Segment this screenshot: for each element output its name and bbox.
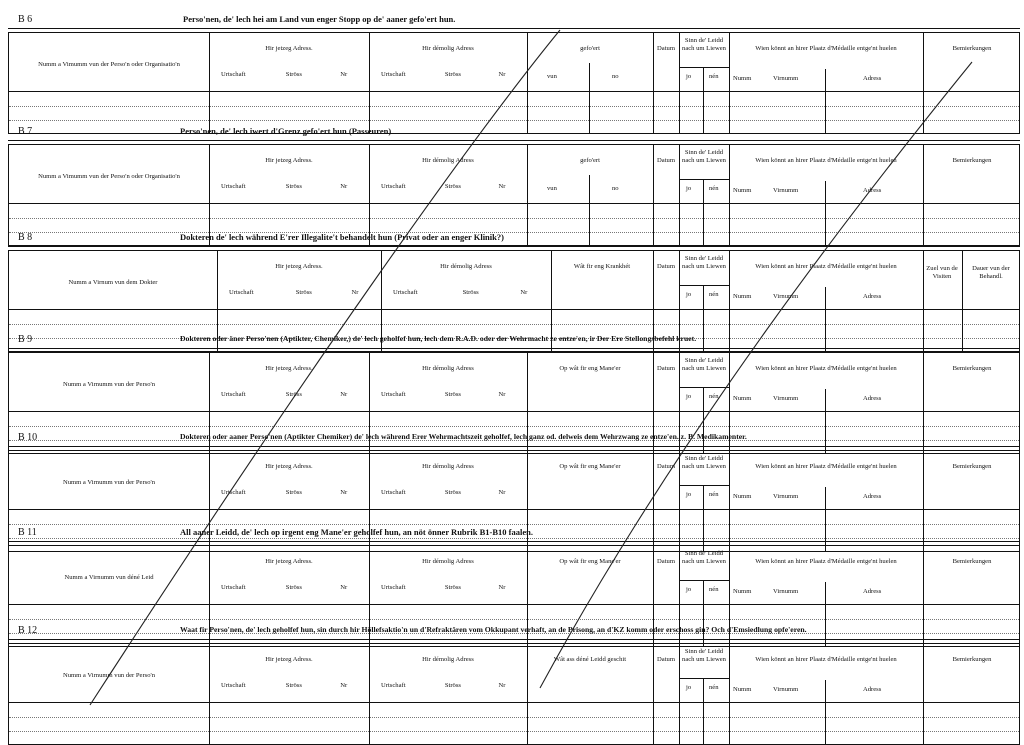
medal-divider [825, 582, 826, 606]
alive-divider [703, 580, 704, 606]
street-subheader: Ströss [285, 183, 302, 190]
no-subheader: nén [709, 291, 719, 298]
column-divider [679, 703, 680, 744]
medal-name-subheader: Numm [733, 395, 752, 402]
column-divider [729, 451, 730, 509]
column-divider [962, 251, 963, 309]
column-divider [653, 451, 654, 509]
column-divider [653, 703, 654, 744]
column-divider [369, 451, 370, 509]
section-header [8, 144, 1020, 204]
column-divider [923, 644, 924, 702]
medal-divider [825, 389, 826, 413]
row-divider [679, 285, 729, 286]
medal-header: Wien könnt an hirer Plaatz d'Médaille entge'nt huelen [755, 558, 897, 565]
medal-firstname-subheader: Virnumm [773, 493, 799, 500]
number-subheader: Nr [498, 489, 506, 496]
entry-line[interactable] [9, 218, 1019, 219]
section-header [8, 352, 1020, 412]
section-entry-area[interactable] [8, 703, 1020, 745]
to-subheader: no [612, 73, 619, 80]
town-subheader: Urtschaft [381, 682, 406, 689]
town-subheader: Urtschaft [393, 289, 418, 296]
former-address-header: Hir démolig Adress [422, 45, 474, 52]
column-divider [679, 451, 680, 509]
section-top-rule [8, 541, 1020, 542]
street-subheader: Ströss [285, 489, 302, 496]
street-subheader: Ströss [285, 584, 302, 591]
medal-header: Wien könnt an hirer Plaatz d'Médaille entge'nt huelen [755, 263, 897, 270]
date-header: Datum [657, 656, 675, 663]
medal-name-subheader: Numm [733, 75, 752, 82]
section-title: All aaner Leidd, de' lech op irgent eng Mane'er geholfef hun, an nöt önner Rubrik B1-B10 faalen. [180, 527, 534, 537]
column-divider [369, 644, 370, 702]
date-header: Datum [657, 558, 675, 565]
section-b7 [8, 126, 1020, 246]
to-subheader: no [612, 185, 619, 192]
column-divider [209, 353, 210, 411]
section-top-rule [8, 446, 1020, 447]
column-divider [729, 353, 730, 411]
middle-column-header: Wât ass déné Leidd geschit [553, 656, 627, 663]
alive-header: Sinn de' Leidd nach um Liewen [682, 550, 726, 565]
name-column-header: Numm a Virnumm vun déné Leid [64, 574, 154, 581]
current-address-header: Hir jetzeg Adress. [265, 558, 313, 565]
number-subheader: Nr [520, 289, 528, 296]
column-divider [729, 703, 730, 744]
row-divider [679, 678, 729, 679]
street-subheader: Ströss [444, 391, 461, 398]
date-header: Datum [657, 463, 675, 470]
medal-name-subheader: Numm [733, 493, 752, 500]
column-divider [679, 33, 680, 91]
column-divider [825, 703, 826, 744]
medal-name-subheader: Numm [733, 293, 752, 300]
column-divider [679, 353, 680, 411]
current-address-header: Hir jetzeg Adress. [265, 157, 313, 164]
column-divider [923, 451, 924, 509]
section-header [8, 250, 1020, 310]
column-divider [653, 353, 654, 411]
middle-column-header: Op wât fir eng Mane'er [559, 558, 621, 565]
section-b6 [8, 14, 1020, 134]
alive-header: Sinn de' Leidd nach um Liewen [682, 648, 726, 663]
medal-header: Wien könnt an hirer Plaatz d'Médaille entge'nt huelen [755, 463, 897, 470]
medal-firstname-subheader: Virnumm [773, 686, 799, 693]
town-subheader: Urtschaft [221, 71, 246, 78]
column-divider [923, 33, 924, 91]
town-subheader: Urtschaft [381, 183, 406, 190]
section-header [8, 643, 1020, 703]
former-address-header: Hir démolig Adress [440, 263, 492, 270]
entry-line[interactable] [9, 717, 1019, 718]
section-title: Dokteren de' lech während E'rer Illegalite't behandelt hun (Privat oder an enger Klinik?) [180, 232, 504, 242]
medal-divider [825, 680, 826, 704]
medal-name-subheader: Numm [733, 588, 752, 595]
row-divider [679, 580, 729, 581]
section-top-rule [8, 639, 1020, 640]
alive-header: Sinn de' Leidd nach um Liewen [682, 255, 726, 270]
alive-divider [703, 678, 704, 704]
street-subheader: Ströss [444, 183, 461, 190]
column-divider [369, 145, 370, 203]
column-divider [653, 145, 654, 203]
name-column-header: Numm a Virnum vun dem Dokter [68, 279, 158, 286]
street-subheader: Ströss [295, 289, 312, 296]
name-column-header: Numm a Virnumm vun der Perso'n [62, 672, 156, 679]
entry-line[interactable] [9, 426, 1019, 427]
column-divider [527, 451, 528, 509]
no-subheader: nén [709, 684, 719, 691]
former-address-header: Hir démolig Adress [422, 656, 474, 663]
medal-firstname-subheader: Virnumm [773, 395, 799, 402]
section-title: Perso'nen, de' lech hei am Land vun enger Stopp op de' aaner gefo'ert hun. [183, 14, 456, 24]
number-subheader: Nr [340, 489, 348, 496]
section-title: Dokteren oder aaner Perso'nen (Aptikter Chemiker) de' lech während Erer Wehrmachtszeit geholfef, lech ganz od. delweis dem Wehrzwang ze entze'en. z. B. Medikamenter. [180, 432, 747, 441]
former-address-header: Hir démolig Adress [422, 558, 474, 565]
current-address-header: Hir jetzeg Adress. [265, 365, 313, 372]
column-divider [527, 546, 528, 604]
street-subheader: Ströss [285, 391, 302, 398]
section-header [8, 545, 1020, 605]
alive-divider [703, 179, 704, 205]
medal-address-subheader: Adress [863, 588, 882, 595]
entry-line[interactable] [9, 324, 1019, 325]
yes-subheader: jo [686, 73, 692, 80]
number-subheader: Nr [498, 183, 506, 190]
middle-column-header: Op wât fir eng Mane'er [559, 463, 621, 470]
remarks-header: Bemierkungen [952, 656, 992, 663]
no-subheader: nén [709, 73, 719, 80]
medal-name-subheader: Numm [733, 187, 752, 194]
column-divider [209, 145, 210, 203]
alive-divider [703, 387, 704, 413]
remarks-header: Bemierkungen [952, 45, 992, 52]
duration-header: Dauer vun der Behandl. [972, 265, 1010, 280]
alive-divider [703, 67, 704, 93]
column-divider [703, 703, 704, 744]
medal-divider [825, 487, 826, 511]
town-subheader: Urtschaft [221, 183, 246, 190]
town-subheader: Urtschaft [221, 391, 246, 398]
row-divider [679, 485, 729, 486]
middle-column-header: Op wât fir eng Mane'er [559, 365, 621, 372]
date-header: Datum [657, 365, 675, 372]
number-subheader: Nr [498, 71, 506, 78]
alive-header: Sinn de' Leidd nach um Liewen [682, 149, 726, 164]
yes-subheader: jo [686, 185, 692, 192]
vun-no-divider [589, 63, 590, 93]
street-subheader: Ströss [444, 489, 461, 496]
column-divider [679, 546, 680, 604]
number-subheader: Nr [498, 391, 506, 398]
town-subheader: Urtschaft [381, 489, 406, 496]
column-divider [923, 145, 924, 203]
from-subheader: vun [547, 73, 557, 80]
column-divider [209, 644, 210, 702]
column-divider [679, 644, 680, 702]
vun-no-divider [589, 175, 590, 205]
town-subheader: Urtschaft [381, 584, 406, 591]
yes-subheader: jo [686, 393, 692, 400]
section-b12 [8, 625, 1020, 745]
column-divider [209, 451, 210, 509]
medal-header: Wien könnt an hirer Plaatz d'Médaille entge'nt huelen [755, 157, 897, 164]
former-address-header: Hir démolig Adress [422, 157, 474, 164]
column-divider [527, 33, 528, 91]
column-divider [209, 703, 210, 744]
section-top-rule [8, 140, 1020, 141]
alive-header: Sinn de' Leidd nach um Liewen [682, 357, 726, 372]
name-column-header: Numm a Vimumm vun der Perso'n oder Organisatio'n [38, 61, 180, 68]
row-divider [679, 387, 729, 388]
column-divider [369, 33, 370, 91]
column-divider [729, 644, 730, 702]
section-title: Dokteren oder äner Perso'nen (Aptikter, Chemiker,) de' lech geholfef hun, lech dem R.A.D. oder der Wehrmacht ze entze'en, ir Der Ere Stellongsbefehl kruet. [180, 334, 697, 343]
section-code: B 11 [18, 527, 37, 538]
alive-header: Sinn de' Leidd nach um Liewen [682, 455, 726, 470]
section-code: B 9 [18, 334, 33, 345]
town-subheader: Urtschaft [221, 489, 246, 496]
alive-header: Sinn de' Leidd nach um Liewen [682, 37, 726, 52]
medal-firstname-subheader: Virnumm [773, 75, 799, 82]
name-column-header: Numm a Virnumm vun der Perso'n [62, 381, 156, 388]
section-code: B 12 [18, 625, 38, 636]
alive-divider [703, 485, 704, 511]
column-divider [729, 33, 730, 91]
section-top-rule [8, 28, 1020, 29]
section-code: B 8 [18, 232, 33, 243]
column-divider [209, 33, 210, 91]
street-subheader: Ströss [285, 682, 302, 689]
town-subheader: Urtschaft [381, 391, 406, 398]
column-divider [369, 546, 370, 604]
medal-header: Wien könnt an hirer Plaatz d'Médaille entge'nt huelen [755, 656, 897, 663]
street-subheader: Ströss [285, 71, 302, 78]
column-divider [679, 251, 680, 309]
section-title: Perso'nen, de' lech iwert d'Grenz gefo'ert hun (Passeuren) [180, 126, 392, 136]
from-subheader: vun [547, 185, 557, 192]
medal-divider [825, 287, 826, 311]
section-header [8, 450, 1020, 510]
section-header [8, 32, 1020, 92]
street-subheader: Ströss [444, 71, 461, 78]
column-divider [923, 703, 924, 744]
medal-divider [825, 69, 826, 93]
visits-header: Zuel vun de Visiten [926, 265, 958, 280]
alive-divider [703, 285, 704, 311]
column-divider [369, 703, 370, 744]
medal-header: Wien könnt an hirer Plaatz d'Médaille entge'nt huelen [755, 365, 897, 372]
column-divider [551, 251, 552, 309]
medal-address-subheader: Adress [863, 493, 882, 500]
entry-line[interactable] [9, 524, 1019, 525]
date-header: Datum [657, 263, 675, 270]
column-divider [369, 353, 370, 411]
column-divider [217, 251, 218, 309]
name-column-header: Numm a Vimumm vun der Perso'n oder Organisatio'n [38, 173, 180, 180]
section-top-rule [8, 246, 1020, 247]
street-subheader: Ströss [444, 584, 461, 591]
number-subheader: Nr [498, 584, 506, 591]
yes-subheader: jo [686, 684, 692, 691]
remarks-header: Bemierkungen [952, 365, 992, 372]
column-divider [653, 644, 654, 702]
column-divider [653, 251, 654, 309]
town-subheader: Urtschaft [221, 682, 246, 689]
medal-name-subheader: Numm [733, 686, 752, 693]
column-divider [209, 546, 210, 604]
medal-address-subheader: Adress [863, 187, 882, 194]
medal-address-subheader: Adress [863, 686, 882, 693]
transported-header: gefo'ert [580, 45, 600, 52]
number-subheader: Nr [351, 289, 359, 296]
entry-line[interactable] [9, 106, 1019, 107]
number-subheader: Nr [340, 391, 348, 398]
medal-address-subheader: Adress [863, 293, 882, 300]
column-divider [923, 353, 924, 411]
yes-subheader: jo [686, 291, 692, 298]
number-subheader: Nr [340, 682, 348, 689]
medal-divider [825, 181, 826, 205]
town-subheader: Urtschaft [229, 289, 254, 296]
medal-address-subheader: Adress [863, 395, 882, 402]
remarks-header: Bemierkungen [952, 157, 992, 164]
transported-header: gefo'ert [580, 157, 600, 164]
column-divider [653, 33, 654, 91]
column-divider [381, 251, 382, 309]
middle-column-header: Wât fir eng Krankhét [573, 263, 631, 270]
town-subheader: Urtschaft [221, 584, 246, 591]
former-address-header: Hir démolig Adress [422, 365, 474, 372]
street-subheader: Ströss [462, 289, 479, 296]
no-subheader: nén [709, 185, 719, 192]
section-title: Waat fir Perso'nen, de' lech geholfef hun, sin durch hir Höllefsaktio'n un d'Refraktären vom Okkupant verhaft, an de Prisong, an d'KZ komm oder erschoss gin? Och d'Emsiedlung opfe'eren. [180, 625, 807, 634]
section-code: B 10 [18, 432, 38, 443]
date-header: Datum [657, 157, 675, 164]
remarks-header: Bemierkungen [952, 463, 992, 470]
column-divider [527, 353, 528, 411]
medal-firstname-subheader: Virnumm [773, 293, 799, 300]
yes-subheader: jo [686, 586, 692, 593]
remarks-header: Bemierkungen [952, 558, 992, 565]
column-divider [527, 644, 528, 702]
section-code: B 6 [18, 14, 33, 25]
medal-header: Wien könnt an hirer Plaatz d'Médaille entge'nt huelen [755, 45, 897, 52]
no-subheader: nén [709, 491, 719, 498]
town-subheader: Urtschaft [381, 71, 406, 78]
no-subheader: nén [709, 586, 719, 593]
no-subheader: nén [709, 393, 719, 400]
entry-line[interactable] [9, 731, 1019, 732]
column-divider [729, 251, 730, 309]
name-column-header: Numm a Virnumm vun der Perso'n [62, 479, 156, 486]
current-address-header: Hir jetzeg Adress. [265, 463, 313, 470]
number-subheader: Nr [340, 584, 348, 591]
column-divider [679, 145, 680, 203]
current-address-header: Hir jetzeg Adress. [265, 45, 313, 52]
current-address-header: Hir jetzeg Adress. [265, 656, 313, 663]
number-subheader: Nr [340, 71, 348, 78]
column-divider [729, 546, 730, 604]
section-code: B 7 [18, 126, 33, 137]
current-address-header: Hir jetzeg Adress. [275, 263, 323, 270]
date-header: Datum [657, 45, 675, 52]
yes-subheader: jo [686, 491, 692, 498]
medal-firstname-subheader: Virnumm [773, 588, 799, 595]
column-divider [653, 546, 654, 604]
medal-address-subheader: Adress [863, 75, 882, 82]
section-top-rule [8, 348, 1020, 349]
column-divider [923, 546, 924, 604]
street-subheader: Ströss [444, 682, 461, 689]
former-address-header: Hir démolig Adress [422, 463, 474, 470]
medal-firstname-subheader: Virnumm [773, 187, 799, 194]
number-subheader: Nr [340, 183, 348, 190]
number-subheader: Nr [498, 682, 506, 689]
row-divider [679, 67, 729, 68]
entry-line[interactable] [9, 619, 1019, 620]
column-divider [527, 703, 528, 744]
entry-line[interactable] [9, 120, 1019, 121]
row-divider [679, 179, 729, 180]
column-divider [527, 145, 528, 203]
column-divider [729, 145, 730, 203]
